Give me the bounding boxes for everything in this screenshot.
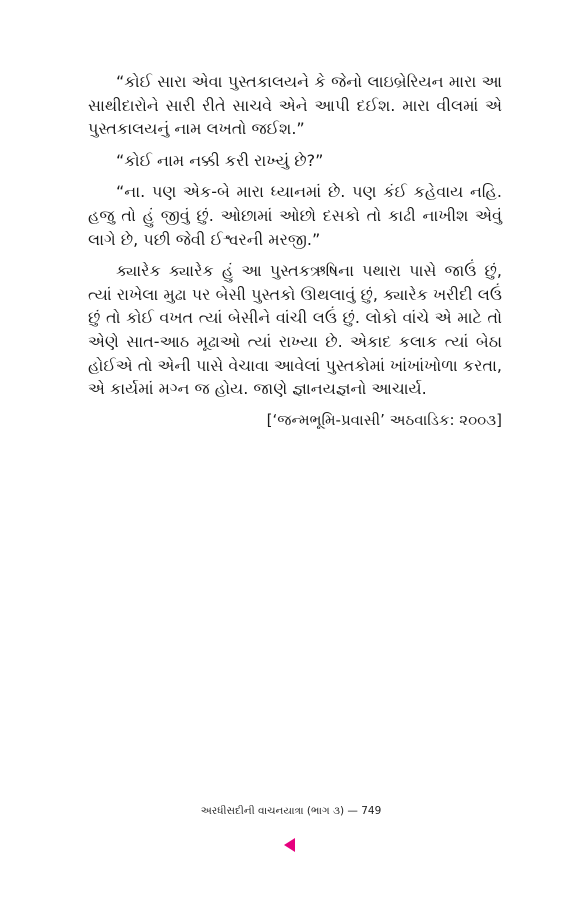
paragraph-4: ક્યારેક ક્યારેક હું આ પુસ્તકઋષિના પથારા પાસે જાઉં છું, ત્યાં રાખેલા મુઢા પર બેસી પુસ્તકો ઊથલાવું છું, ક્યારેક ખરીદી લઉં છું તો કોઈ વખત ત્યાં બેસીને વાંચી લઉં છું. લોકો વાંચે એ માટે તો એણે સાત-આઠ મૂઢાઓ ત્યાં રાખ્યા છે. એકાદ કલાક ત્યાં બેઠા હોઈએ તો એની પાસે વેચાવા આવેલાં પુસ્તકોમાં ખાંખાંખોળા કરતા, એ કાર્યમાં મગ્ન જ હોય. જાણે જ્ઞાનયજ્ઞનો આચાર્ય. <box>88 261 502 399</box>
paragraph-2: “કોઈ નામ નક્કી કરી રાખ્યું છે?” <box>116 150 324 170</box>
page-footer: અરધીસદીની વાચનયાત્રા (ભાગ ૩) — 749 <box>200 805 382 817</box>
source-citation: [‘જન્મભૂમિ-પ્રવાસી’ અઠવાડિક: ૨૦૦૩] <box>266 410 502 429</box>
body-text <box>88 70 502 432</box>
paragraph-3: “ના. પણ એક-બે મારા ધ્યાનમાં છે. પણ કંઈ કહેવાય નહિ. હજુ તો હું જીવું છું. ઓછામાં ઓછો દસકો તો કાઢી નાખીશ એવું લાગે છે, પછી જેવી ઈશ્વરની મરજી.” <box>88 182 502 249</box>
previous-page-icon[interactable] <box>284 838 295 852</box>
paragraph-1: “કોઈ સારા એવા પુસ્તકાલયને કે જેનો લાઇબ્રેરિયન મારા આ સાથીદારોને સારી રીતે સાચવે એને આપી દઈશ. મારા વીલમાં એ પુસ્તકાલયનું નામ લખતો જઈશ.” <box>88 72 502 139</box>
